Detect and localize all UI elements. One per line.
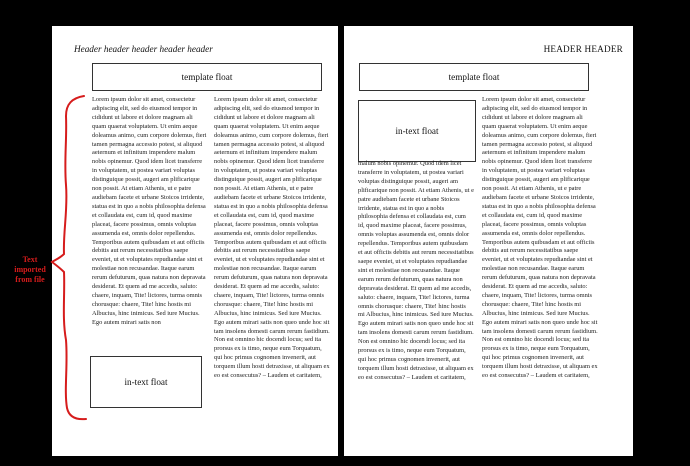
text-column-1 [92, 96, 208, 350]
page-left [52, 26, 338, 456]
template-float-label: template float [448, 72, 500, 82]
text-column-1 [358, 160, 474, 446]
in-text-float-label: in-text float [395, 126, 439, 136]
in-text-float-box [358, 100, 476, 162]
in-text-float-box [90, 356, 202, 408]
column-text: Lorem ipsum dolor sit amet, consectetur adipiscing elit, sed do eiusmod tempor in cididunt ut labore et dolore magnam ali quam quaerat voluptatem. Ut enim aeque doleamus animo, cum corpore dolemus, fieri tamen permagna accessio potest, si aliquod aeternum et infinitum impendere malum nobis opinemur. Quod idem licet transferre in voluptatem, ut postea variari voluptas distinguique possit, augeri am plificarique non possit. At etiam Athenis, ut e patre audiebam facete et urbane Stoicos irridente, statua est in quo a nobis philosophia defensa et collaudata est, cum id, quod maxime placeat, facere possimus, omnis voluptas assumenda est, omnis dolor repellendus. Temporibus autem quibusdam et aut officiis debitis aut rerum necessitatibus saepe eveniet, ut et voluptates repudiandae sint et molestiae non recusandae. Itaque earum rerum defuturum, quas natura non depravata desiderat. Et quem ad me accedis, saluto: chaere, inquam, Tite! lictores, turma omnis chorusque: chaere, Tite! hinc hostis mi Albucius, hinc inimicus. Sed iure Mucius. Ego autem mirari satis non queo unde hoc sit tam insolens domesti carum rerum fastidium. Non est omnino hic docendi locus; sed ita prorsus ex is timo, neque eum Torquatum, qui hoc primus cognomen invenerit, aut torquem illum hosti detraxisse, ut aliquam ex eo est consecutus? – Laudem et caritatem, [482, 96, 598, 380]
column-text: Lorem ipsum dolor sit amet, consectetur adipiscing elit, sed do eiusmod tempor in cididunt ut labore et dolore magnam ali quam quaerat voluptatem. Ut enim aeque doleamus animo, cum corpore dolemus, fieri tamen permagna accessio potest, si aliquod aeternum et infinitum impendere malum nobis opinemur. Quod idem licet transferre in voluptatem, ut postea variari voluptas distinguique possit, augeri am plificarique non possit. At etiam Athenis, ut e patre audiebam facete et urbane Stoicos irridente, statua est in quo a nobis philosophia defensa et collaudata est, cum id, quod maxime placeat, facere possimus, omnis voluptas assumenda est, omnis dolor repellendus. Temporibus autem quibusdam et aut officiis debitis aut rerum necessitatibus saepe eveniet, ut et voluptates repudiandae sint et molestiae non recusandae. Itaque earum rerum defuturum, quas natura non depravata desiderat. Et quem ad me accedis, saluto: chaere, inquam, Tite! lictores, turma omnis chorusque: chaere, Tite! hinc hostis mi Albucius, hinc inimicus. Sed iure Mucius. Ego autem mirari satis non [92, 96, 207, 326]
page-header: HEADER HEADER [543, 44, 623, 54]
page-header: Header header header header header [74, 44, 213, 54]
column-text: malum nobis opinemur. Quod idem licet transferre in voluptatem, ut postea variari voluptas distinguique possit, augeri am plificarique non possit. At etiam Athenis, ut e patre audiebam facete et urbane Stoicos irridente, statua est in quo a nobis philosophia defensa et collaudata est, cum id, quod maxime placeat, facere possimus, omnis voluptas assumenda est, omnis dolor repellendus. Temporibus autem quibusdam et aut officiis debitis aut rerum necessitatibus saepe eveniet, ut et voluptates repudiandae sint et molestiae non recusandae. Itaque earum rerum defuturum, quas natura non depravata desiderat. Et quem ad me accedis, saluto: chaere, inquam, Tite! lictores, turma omnis chorusque: chaere, Tite! hinc hostis mi Albucius, hinc inimicus. Sed iure Mucius. Ego autem mirari satis non queo unde hoc sit tam insolens domesti carum rerum fastidium. Non est omnino hic docendi locus; sed ita prorsus ex is timo, neque eum Torquatum, qui hoc primus cognomen invenerit, aut torquem illum hosti detraxisse, ut aliquam ex eo est consecutus? – Laudem et caritatem, [358, 160, 474, 381]
text-column-2 [482, 96, 598, 446]
template-float-label: template float [181, 72, 233, 82]
template-float-box [359, 63, 589, 91]
template-float-box [92, 63, 322, 91]
column-text: Lorem ipsum dolor sit amet, consectetur adipiscing elit, sed do eiusmod tempor in cididunt ut labore et dolore magnam ali quam quaerat voluptatem. Ut enim aeque doleamus animo, cum corpore dolemus, fieri tamen permagna accessio potest, si aliquod aeternum et infinitum impendere malum nobis opinemur. Quod idem licet transferre in voluptatem, ut postea variari voluptas distinguique possit, augeri am plificarique non possit. At etiam Athenis, ut e patre audiebam facete et urbane Stoicos irridente, statua est in quo a nobis philosophia defensa et collaudata est, cum id, quod maxime placeat, facere possimus, omnis voluptas assumenda est, omnis dolor repellendus. Temporibus autem quibusdam et aut officiis debitis aut rerum necessitatibus saepe eveniet, ut et voluptates repudiandae sint et molestiae non recusandae. Itaque earum rerum defuturum, quas natura non depravata desiderat. Et quem ad me accedis, saluto: chaere, inquam, Tite! lictores, turma omnis chorusque: chaere, Tite! hinc hostis mi Albucius, hinc inimicus. Sed iure Mucius. Ego autem mirari satis non queo unde hoc sit tam insolens domesti carum rerum fastidium. Non est omnino hic docendi locus; sed ita prorsus ex is timo, neque eum Torquatum, qui hoc primus cognomen invenerit, aut torquem illum hosti detraxisse, ut aliquam ex eo est consecutus? – Laudem et caritatem, [214, 96, 330, 380]
page-right [344, 26, 633, 456]
text-column-2 [214, 96, 330, 446]
annotation-label: Text imported from file [14, 255, 46, 284]
in-text-float-label: in-text float [124, 377, 168, 387]
